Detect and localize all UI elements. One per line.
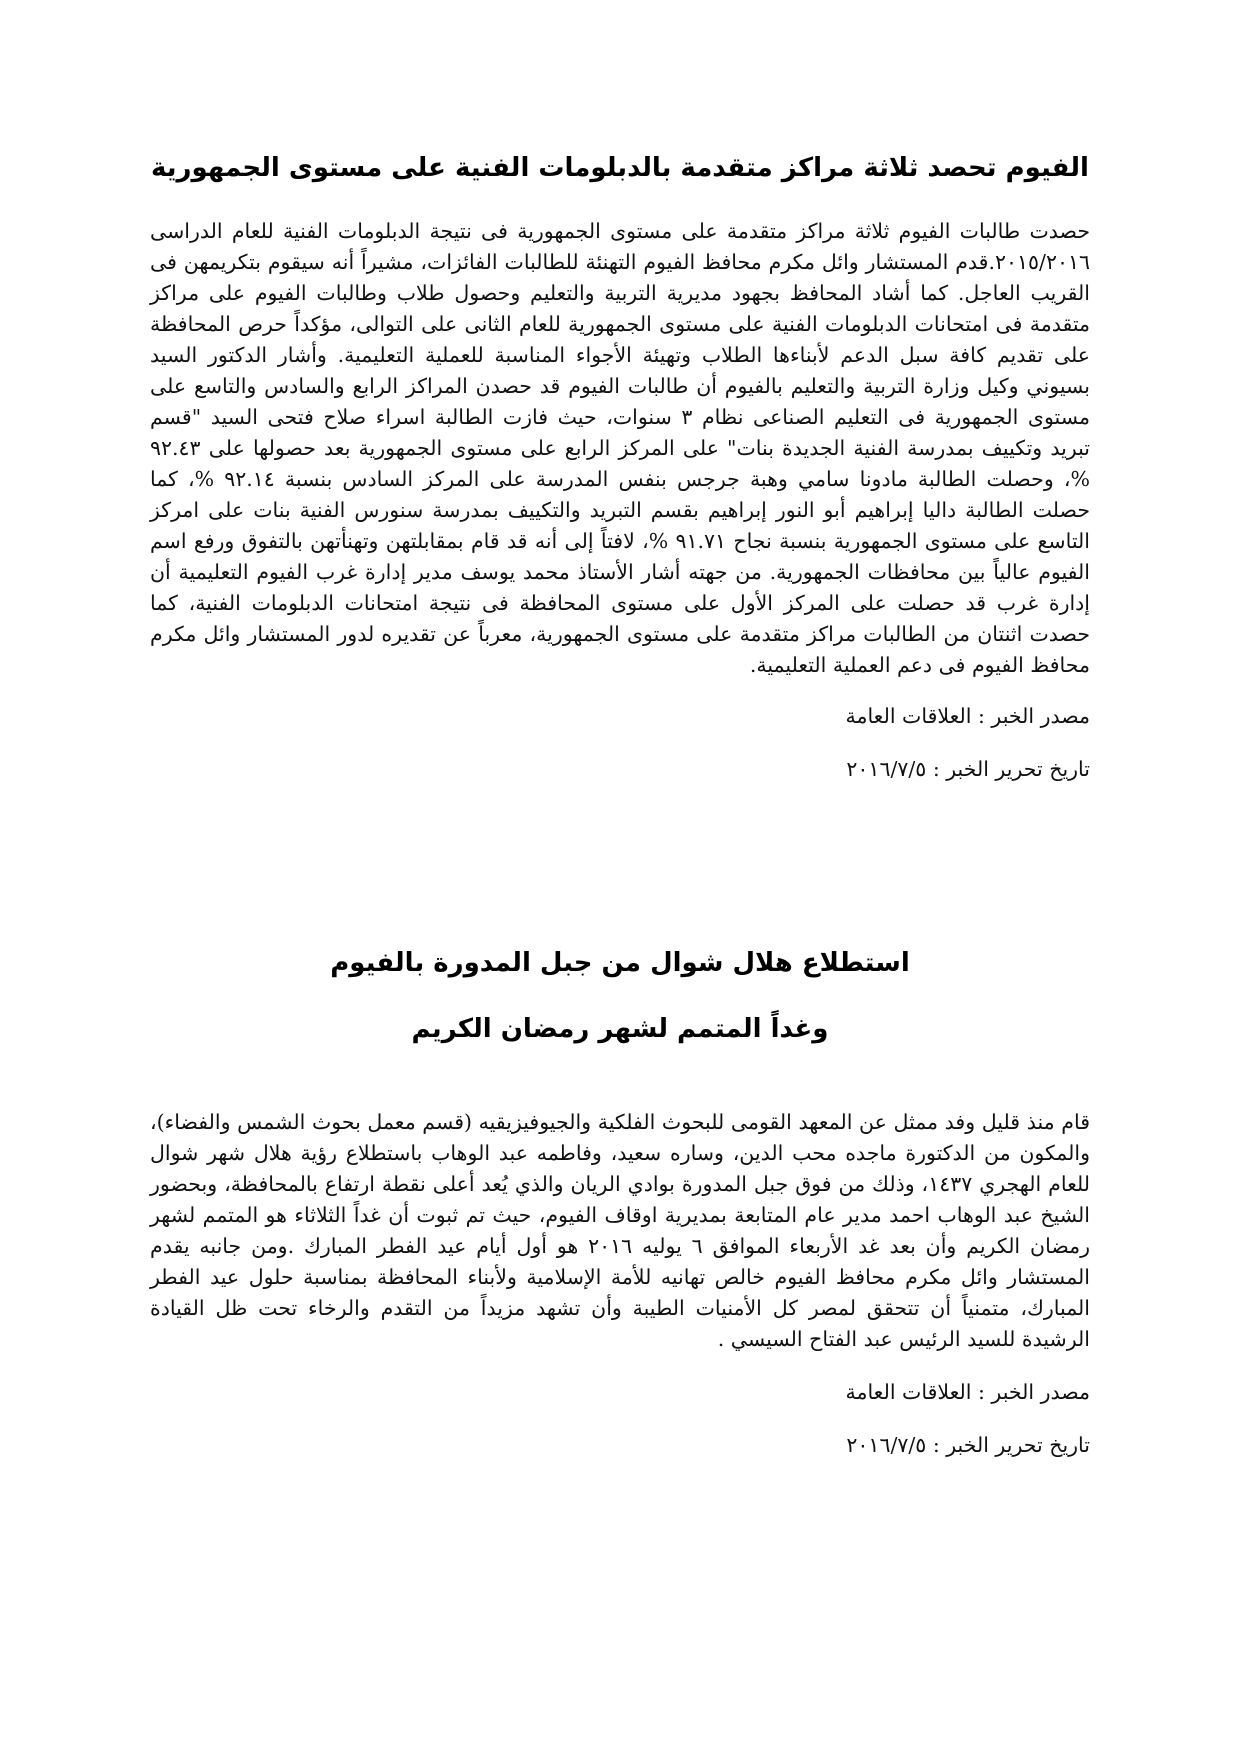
article-headline-block [150, 150, 1090, 186]
article-headline: الفيوم تحصد ثلاثة مراكز متقدمة بالدبلومات الفنية على مستوى الجمهورية [151, 153, 1089, 183]
news-source: مصدر الخبر : العلاقات العامة [845, 704, 1090, 728]
news-date: تاريخ تحرير الخبر : ٢٠١٦/٧/٥ [846, 1433, 1090, 1457]
news-article [150, 150, 1090, 785]
article-subheadline: وغداً المتمم لشهر رمضان الكريم [411, 1014, 829, 1044]
news-article [150, 945, 1090, 1461]
article-headline: استطلاع هلال شوال من جبل المدورة بالفيوم [330, 948, 910, 978]
article-body: قام منذ قليل وفد ممثل عن المعهد القومى للبحوث الفلكية والجيوفيزيقيه (قسم معمل بحوث الشمس والفضاء)، والمكون من الدكتورة ماجده محب الدين، وساره سعيد، وفاطمه عبد الوهاب باستطلاع رؤية هلال شهر شوال للعام الهجري ١٤٣٧، وذلك من فوق جبل المدورة بوادي الريان والذي يُعد أعلى نقطة ارتفاع بالمحافظة، وبحضور الشيخ عبد الوهاب احمد مدير عام المتابعة بمديرية اوقاف الفيوم، حيث تم ثبوت أن غداً الثلاثاء هو المتمم لشهر رمضان الكريم وأن بعد غد الأربعاء الموافق ٦ يوليه ٢٠١٦ هو أول أيام عيد الفطر المبارك .ومن جانبه يقدم المستشار وائل مكرم محافظ الفيوم خالص تهانيه للأمة الإسلامية ولأبناء المحافظة بمناسبة حلول عيد الفطر المبارك، متمنياً أن تتحقق لمصر كل الأمنيات الطيبة وأن تشهد مزيداً من التقدم والرخاء تحت ظل القيادة الرشيدة للسيد الرئيس عبد الفتاح السيسي . [150, 1110, 1091, 1351]
news-source: مصدر الخبر : العلاقات العامة [845, 1380, 1090, 1404]
article-headline-block [150, 945, 1090, 1047]
news-date: تاريخ تحرير الخبر : ٢٠١٦/٧/٥ [846, 757, 1090, 781]
document-page [150, 0, 1090, 1754]
article-body: حصدت طالبات الفيوم ثلاثة مراكز متقدمة على مستوى الجمهورية فى نتيجة الدبلومات الفنية للعام الدراسى ٢٠١٥/٢٠١٦.قدم المستشار وائل مكرم محافظ الفيوم التهنئة للطالبات الفائزات، مشيراً أنه سيقوم بتكريمهن فى القريب العاجل. كما أشاد المحافظ بجهود مديرية التربية والتعليم وحصول طلاب وطالبات الفيوم على مراكز متقدمة فى امتحانات الدبلومات الفنية على مستوى الجمهورية للعام الثانى على التوالى، مؤكداً حرص المحافظة على تقديم كافة سبل الدعم لأبناءها الطلاب وتهيئة الأجواء المناسبة للعملية التعليمية. وأشار الدكتور السيد بسيوني وكيل وزارة التربية والتعليم بالفيوم أن طالبات الفيوم قد حصدن المراكز الرابع والسادس والتاسع على مستوى الجمهورية فى التعليم الصناعى نظام ٣ سنوات، حيث فازت الطالبة اسراء صلاح فتحى السيد "قسم تبريد وتكييف بمدرسة الفنية الجديدة بنات" على المركز الرابع على مستوى الجمهورية بعد حصولها على ٩٢.٤٣ %، وحصلت الطالبة مادونا سامي وهبة جرجس بنفس المدرسة على المركز السادس بنسبة ٩٢.١٤ %، كما حصلت الطالبة داليا إبراهيم أبو النور إبراهيم بقسم التبريد والتكييف بمدرسة سنورس الفنية بنات على امركز التاسع على مستوى الجمهورية بنسبة نجاح ٩١.٧١ %، لافتاً إلى أنه قد قام بمقابلتهن وتهنأتهن بالتفوق ورفع اسم الفيوم عالياً بين محافظات الجمهورية. من جهته أشار الأستاذ محمد يوسف مدير إدارة غرب الفيوم التعليمية أن إدارة غرب قد حصلت على المركز الأول على مستوى المحافظة فى نتيجة امتحانات الدبلومات الفنية، كما حصدت اثنتان من الطالبات مراكز متقدمة على مستوى الجمهورية، معرباً عن تقديره لدور المستشار وائل مكرم محافظ الفيوم فى دعم العملية التعليمية. [150, 219, 1090, 677]
